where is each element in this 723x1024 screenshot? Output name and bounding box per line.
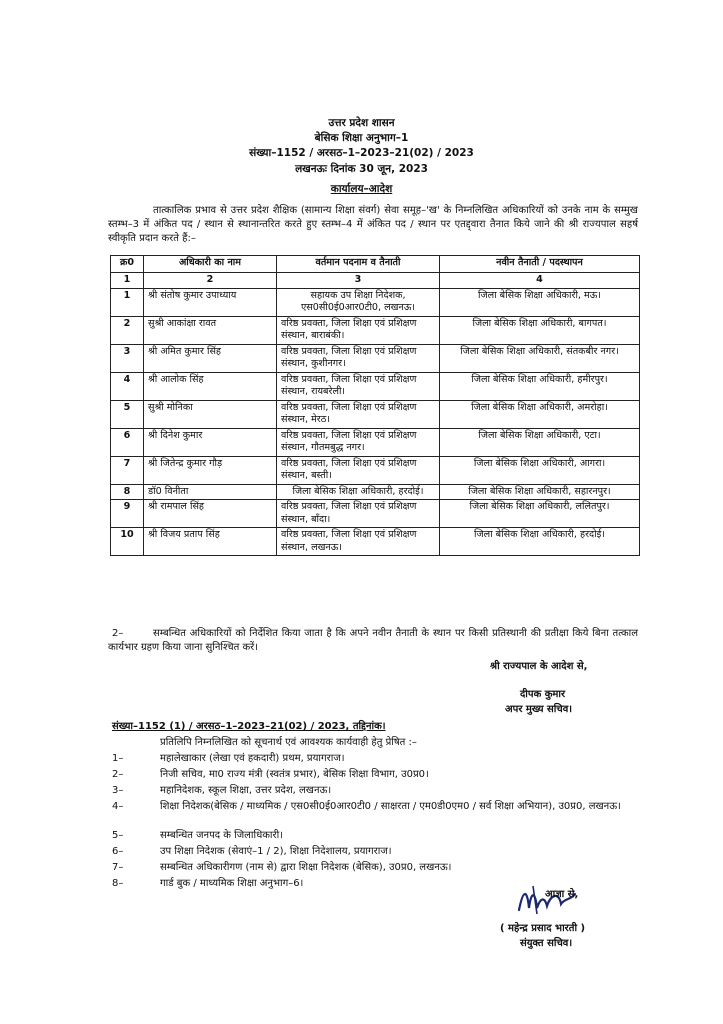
copy-number: 2– [112, 769, 124, 780]
officer-name: श्री आलोक सिंह [144, 372, 277, 400]
col-num: 2 [144, 273, 277, 289]
signatory1-designation: अपर मुख्य सचिव। [505, 704, 573, 715]
copy-text: महालेखाकार (लेखा एवं हकदारी) प्रथम, प्रयागराज। [160, 753, 345, 764]
col-num: 3 [277, 273, 440, 289]
table-row [111, 316, 640, 344]
issue-date: लखनऊः दिनांक 30 जून, 2023 [295, 163, 428, 175]
copy-number: 8– [112, 878, 124, 889]
row-sn: 8 [111, 484, 144, 500]
new-posting: जिला बेसिक शिक्षा अधिकारी, आगरा। [440, 456, 640, 484]
row-sn: 7 [111, 456, 144, 484]
officer-name: श्री दिनेश कुमार [144, 428, 277, 456]
by-order-line: श्री राज्यपाल के आदेश से, [490, 661, 588, 672]
current-posting: वरिष्ठ प्रवक्ता, जिला शिक्षा एवं प्रशिक्षण संस्थान, बाँदा। [277, 500, 440, 528]
signatory2-designation: संयुक्त सचिव। [520, 938, 573, 949]
col-header-new: नवीन तैनाती / पदस्थापन [440, 256, 640, 273]
table-row [111, 456, 640, 484]
new-posting: जिला बेसिक शिक्षा अधिकारी, मऊ। [440, 288, 640, 316]
copy-number: 7– [112, 862, 124, 873]
row-sn: 5 [111, 400, 144, 428]
row-sn: 3 [111, 344, 144, 372]
copy-intro: प्रतिलिपि निम्नलिखित को सूचनार्थ एवं आवश्यक कार्यवाही हेतु प्रेषित :– [160, 737, 417, 748]
officer-name: सुश्री आकांक्षा रावत [144, 316, 277, 344]
para2-number: 2– [112, 628, 124, 639]
column-number-row [111, 273, 640, 289]
copy-text: सम्बन्धित जनपद के जिलाधिकारी। [160, 830, 283, 841]
copy-number: 3– [112, 785, 124, 796]
copy-number: 4– [112, 801, 124, 812]
copy-number: 5– [112, 830, 124, 841]
current-posting: वरिष्ठ प्रवक्ता, जिला शिक्षा एवं प्रशिक्षण संस्थान, मेरठ। [277, 400, 440, 428]
col-num: 4 [440, 273, 640, 289]
current-posting: वरिष्ठ प्रवक्ता, जिला शिक्षा एवं प्रशिक्षण संस्थान, लखनऊ। [277, 528, 440, 556]
current-posting: वरिष्ठ प्रवक्ता, जिला शिक्षा एवं प्रशिक्षण संस्थान, कुशीनगर। [277, 344, 440, 372]
table-row [111, 428, 640, 456]
current-posting: जिला बेसिक शिक्षा अधिकारी, हरदोई। [277, 484, 440, 500]
by-order-short: आज्ञा से, [545, 889, 579, 900]
current-posting: वरिष्ठ प्रवक्ता, जिला शिक्षा एवं प्रशिक्षण संस्थान, बाराबंकी। [277, 316, 440, 344]
copy-text: महानिदेशक, स्कूल शिक्षा, उत्तर प्रदेश, लखनऊ। [160, 785, 332, 796]
new-posting: जिला बेसिक शिक्षा अधिकारी, हरदोई। [440, 528, 640, 556]
copy-text: गार्ड बुक / माध्यमिक शिक्षा अनुभाग–6। [160, 878, 304, 889]
row-sn: 9 [111, 500, 144, 528]
new-posting: जिला बेसिक शिक्षा अधिकारी, हमीरपुर। [440, 372, 640, 400]
new-posting: जिला बेसिक शिक्षा अधिकारी, अमरोहा। [440, 400, 640, 428]
copy-number: 1– [112, 753, 124, 764]
table-row [111, 288, 640, 316]
intro-paragraph: तात्कालिक प्रभाव से उत्तर प्रदेश शैक्षिक (सामान्य शिक्षा संवर्ग) सेवा समूह–'ख' के निम्नलिखित अधिकारियों को उनके नाम के सम्मुख स्तम्भ–3 में अंकित पद / स्थान से स्थानान्तरित करते हुए स्तम्भ–4 में अंकित पद / स्थान पर एतद्द्वारा तैनात किये जाने की श्री राज्यपाल सहर्ष स्वीकृति प्रदान करते हैं:– [108, 205, 638, 244]
transfer-table [110, 255, 640, 556]
officer-name: सुश्री मोनिका [144, 400, 277, 428]
copy-text: उप शिक्षा निदेशक (सेवाएं–1 / 2), शिक्षा निदेशालय, प्रयागराज। [160, 846, 392, 857]
officer-name: श्री रामपाल सिंह [144, 500, 277, 528]
col-header-current: वर्तमान पदनाम व तैनाती [277, 256, 440, 273]
officer-name: श्री संतोष कुमार उपाध्याय [144, 288, 277, 316]
officer-name: श्री विजय प्रताप सिंह [144, 528, 277, 556]
table-row [111, 484, 640, 500]
current-posting: वरिष्ठ प्रवक्ता, जिला शिक्षा एवं प्रशिक्षण संस्थान, बस्ती। [277, 456, 440, 484]
new-posting: जिला बेसिक शिक्षा अधिकारी, संतकबीर नगर। [440, 344, 640, 372]
new-posting: जिला बेसिक शिक्षा अधिकारी, ललितपुर। [440, 500, 640, 528]
para2-text: सम्बन्धित अधिकारियों को निर्देशित किया जाता है कि अपने नवीन तैनाती के स्थान पर किसी प्रतिस्थानी की प्रतीक्षा किये बिना तत्काल कार्यभार ग्रहण किया जाना सुनिश्चित करें। [108, 628, 638, 653]
officer-name: श्री अमित कुमार सिंह [144, 344, 277, 372]
current-posting: वरिष्ठ प्रवक्ता, जिला शिक्षा एवं प्रशिक्षण संस्थान, गौतमबुद्ध नगर। [277, 428, 440, 456]
header-line-1: उत्तर प्रदेश शासन [328, 117, 395, 129]
signatory2-name: ( महेन्द्र प्रसाद भारती ) [500, 923, 586, 934]
officer-name: श्री जितेन्द्र कुमार गौड़ [144, 456, 277, 484]
col-header-name: अधिकारी का नाम [144, 256, 277, 273]
row-sn: 4 [111, 372, 144, 400]
copy-text: निजी सचिव, मा0 राज्य मंत्री (स्वतंत्र प्रभार), बेसिक शिक्षा विभाग, उ0प्र0। [160, 769, 429, 780]
table-row [111, 500, 640, 528]
copy-text: शिक्षा निदेशक(बेसिक / माध्यमिक / एस0सी0ई0आर0टी0 / साक्षरता / एम0डी0एम0 / सर्व शिक्षा अभियान), उ0प्र0, लखनऊ। [160, 801, 621, 812]
current-posting: वरिष्ठ प्रवक्ता, जिला शिक्षा एवं प्रशिक्षण संस्थान, रायबरेली। [277, 372, 440, 400]
table-row [111, 344, 640, 372]
table-row [111, 372, 640, 400]
reference-number: संख्या–1152 / अरसठ–1–2023–21(02) / 2023 [249, 147, 474, 159]
col-header-sn: क्र0 [111, 256, 144, 273]
row-sn: 6 [111, 428, 144, 456]
col-num: 1 [111, 273, 144, 289]
table-row [111, 528, 640, 556]
header-line-2: बेसिक शिक्षा अनुभाग–1 [314, 132, 409, 144]
office-order-title: कार्यालय–आदेश [330, 183, 393, 195]
new-posting: जिला बेसिक शिक्षा अधिकारी, बागपत। [440, 316, 640, 344]
current-posting: सहायक उप शिक्षा निदेशक, एस0सी0ई0आर0टी0, लखनऊ। [277, 288, 440, 316]
copy-reference: संख्या–1152 (1) / अरसठ–1–2023–21(02) / 2023, तद्दिनांक। [112, 721, 386, 732]
table-header-row [111, 256, 640, 273]
signatory1-name: दीपक कुमार [520, 689, 566, 700]
table-row [111, 400, 640, 428]
row-sn: 10 [111, 528, 144, 556]
officer-name: डॉ0 विनीता [144, 484, 277, 500]
copy-text: सम्बन्धित अधिकारीगण (नाम से) द्वारा शिक्षा निदेशक (बेसिक), उ0प्र0, लखनऊ। [160, 862, 452, 873]
row-sn: 1 [111, 288, 144, 316]
row-sn: 2 [111, 316, 144, 344]
new-posting: जिला बेसिक शिक्षा अधिकारी, सहारनपुर। [440, 484, 640, 500]
copy-number: 6– [112, 846, 124, 857]
new-posting: जिला बेसिक शिक्षा अधिकारी, एटा। [440, 428, 640, 456]
